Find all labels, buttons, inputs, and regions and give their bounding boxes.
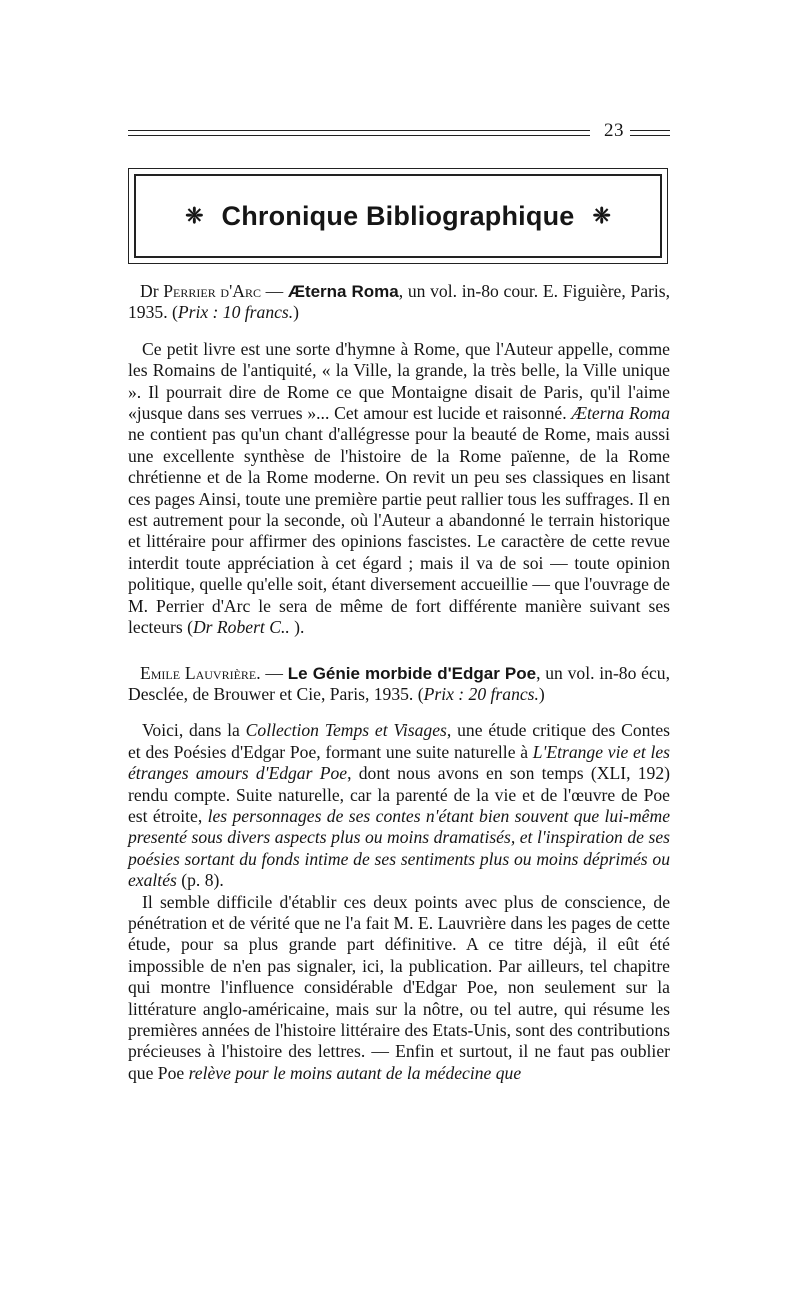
- running-head: [128, 122, 670, 148]
- publication-details-end: ): [538, 683, 545, 704]
- review-author: Perrier d'Arc: [163, 281, 261, 301]
- rule-line: [128, 135, 590, 136]
- section-title-frame: [128, 168, 668, 264]
- review-paragraph: [128, 892, 670, 1085]
- section-title-inner-frame: [134, 174, 662, 258]
- text-run: , une étude critique des Contes et des Poésies d'Edgar Poe, formant une suite naturelle à: [128, 720, 670, 762]
- page-number: 23: [604, 120, 624, 141]
- review-heading: [128, 281, 670, 324]
- review-entry: [128, 281, 670, 639]
- spacer: [128, 324, 670, 339]
- text-run: Ce petit livre est une sorte d'hymne à Rome, que l'Auteur appelle, comme les Romains de l'antiquité, « la Ville, la grande, la très belle, la Ville unique ». Il pourrait dire de Rome ce que Montaigne disait de Paris, qu'il l'aime «jusque dans ses verrues »... Cet amour est lucide et raisonné.: [128, 338, 670, 424]
- italic-text: les personnages de ses contes n'étant bien souvent que lui-même presenté sous divers aspects plus ou moins dramatisés, et l'inspiration de ses poésies sortant du fonds intime de ses sentiments plus ou moins déprimés ou exaltés: [128, 805, 670, 891]
- review-heading: [128, 663, 670, 706]
- italic-text: Collection Temps et Visages: [245, 720, 447, 741]
- review-paragraph: [128, 339, 670, 639]
- price: Prix : 20 francs.: [423, 683, 539, 704]
- book-title: Æterna Roma: [287, 282, 399, 301]
- rule-line: [630, 130, 670, 131]
- text-run: ne contient pas qu'un chant d'allégresse pour la beauté de Rome, mais aussi une excellente synthèse de l'histoire de la Rome païenne, de la Rome chrétienne et de la Rome moderne. On revit un peu ses classiques en lisant ces pages Ainsi, toute une première partie peut rallier tous les suffrages. Il en est autrement pour la seconde, où l'Auteur a abandonné le terrain historique et littéraire pour affirmer des opinions fascistes. Le caractère de cette revue interdit toute appréciation à cet égard ; mais il va de soi — toute opinion politique, quelle qu'elle soit, étant diversement accueillie — que l'ouvrage de M. Perrier d'Arc le sera de même de fort différente manière suivant ses lecteurs (: [128, 424, 670, 638]
- review-body: [128, 339, 670, 639]
- publication-details: , un vol. in-8o écu, Desclée, de Brouwer et Cie, Paris, 1935. (: [128, 662, 670, 704]
- italic-text: Æterna Roma: [571, 403, 670, 424]
- review-body: [128, 720, 670, 1084]
- review-author: Emile Lauvrière: [140, 662, 257, 683]
- italic-text: Dr Robert C..: [192, 617, 290, 638]
- rule-line: [128, 130, 590, 131]
- book-title: Le Génie morbide d'Edgar Poe: [287, 663, 537, 683]
- text-run: ).: [289, 617, 305, 638]
- heading-dash: . —: [256, 662, 288, 683]
- rule-line: [630, 135, 670, 136]
- spacer: [128, 705, 670, 720]
- heading-dash: —: [260, 281, 288, 301]
- italic-text: L'Etrange vie et les étranges amours d'Edgar Poe: [128, 741, 670, 784]
- spacer: [128, 639, 670, 663]
- italic-text: relève pour le moins autant de la médecine que: [188, 1062, 522, 1083]
- publication-details-end: ): [293, 302, 300, 323]
- text-run: Il semble difficile d'établir ces deux points avec plus de conscience, de pénétration et de vérité que ne l'a fait M. E. Lauvrière dans les pages de cette étude, pour sa plus grande part définitive. A ce titre déjà, il eût été impossible de n'en pas signaler, ici, la publication. Par ailleurs, tel chapitre qui montre l'influence considérable d'Edgar Poe, non seulement sur la littérature anglo-américaine, mais sur la nôtre, ou tel autre, qui résume les premières années de l'histoire littéraire des Etats-Unis, sont des contributions précieuses à l'histoire des lettres. — Enfin et surtout, il ne faut pas oublier que Poe: [128, 891, 670, 1083]
- review-entry: [128, 663, 670, 1085]
- text-run: (p. 8).: [176, 870, 224, 891]
- fleuron-right-icon: ❈: [592, 203, 611, 228]
- publication-details: , un vol. in-8o cour. E. Figuière, Paris, 1935. (: [128, 281, 671, 323]
- review-column: [128, 281, 670, 1084]
- text-run: Voici, dans la: [142, 720, 246, 741]
- review-paragraph: [128, 720, 670, 891]
- section-title: Chronique Bibliographique: [221, 200, 575, 231]
- author-prefix: Dr: [140, 281, 164, 301]
- price: Prix : 10 francs.: [177, 302, 294, 323]
- fleuron-left-icon: ❈: [185, 203, 204, 228]
- text-run: , dont nous avons en son temps (XLI, 192) rendu compte. Suite naturelle, car la parenté de la vie et de l'œuvre de Poe est étroite,: [128, 763, 670, 826]
